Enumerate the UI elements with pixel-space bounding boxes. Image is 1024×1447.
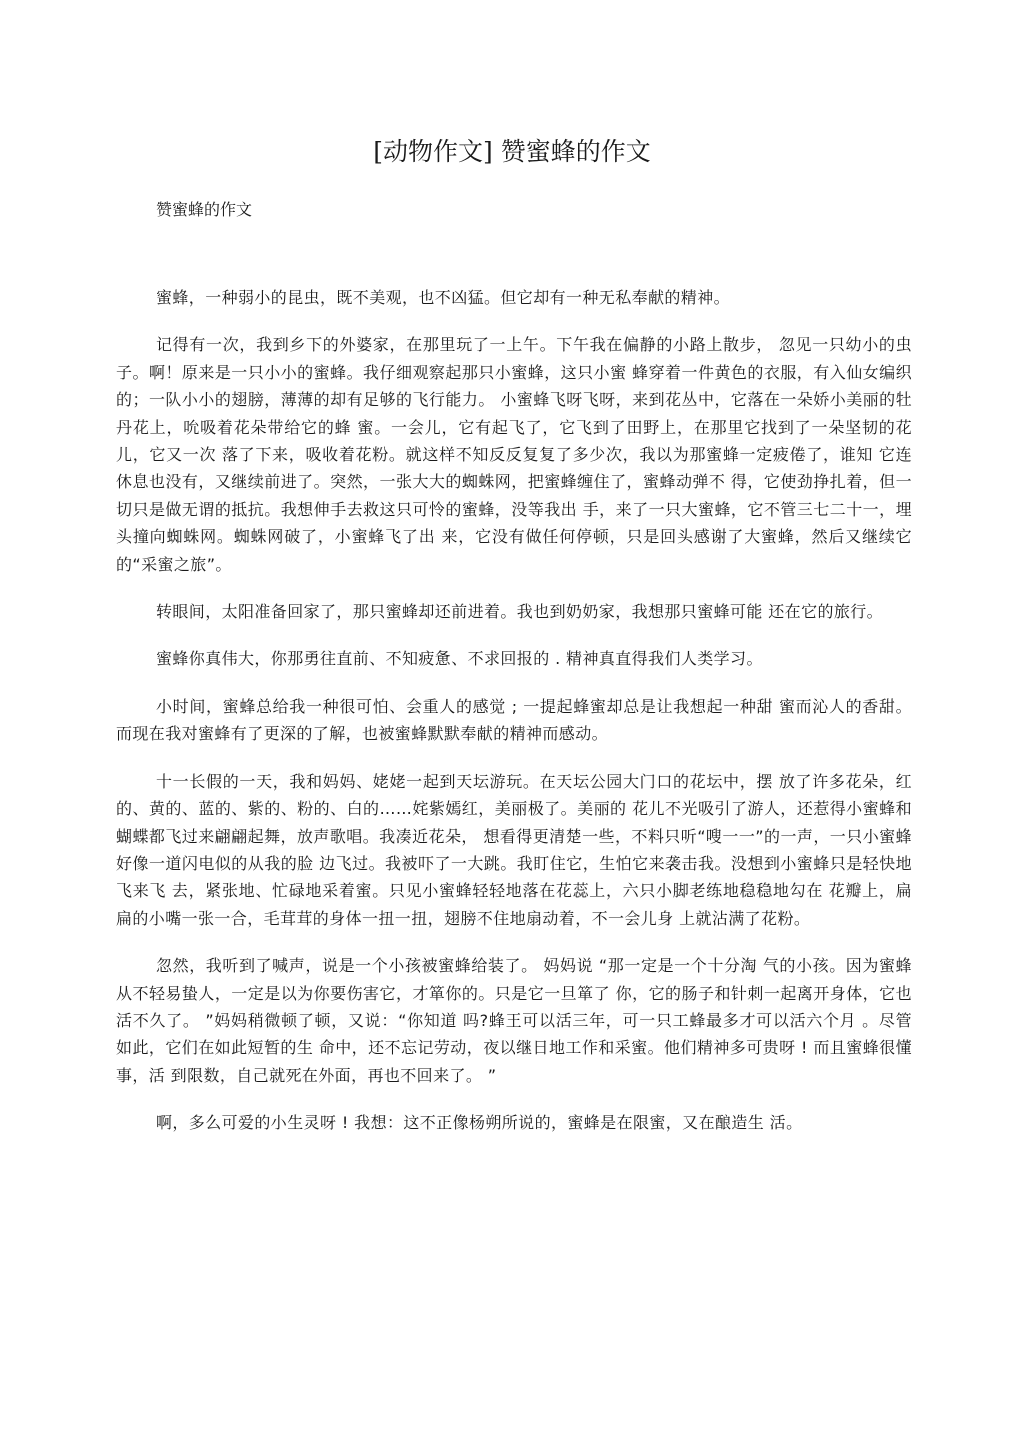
document-title: [动物作文] 赞蜜蜂的作文 <box>373 137 651 166</box>
paragraph-6: 十一长假的一天，我和妈妈、姥姥一起到天坛游玩。在天坛公园大门口的花坛中，摆 放了许多花朵，红的、黄的、蓝的、紫的、粉的、白的……姹紫嫣红，美丽极了。美丽的 花儿不光吸引了游人，还惹得小蜜蜂和蝴蝶都飞过来翩翩起舞，放声歌唱。我凑近花朵， 想看得更清楚一些，不料只听“嗖一一”的一声，一只小蜜蜂好像一道闪电似的从我的脸 边飞过。我被吓了一大跳。我盯住它，生怕它来袭击我。没想到小蜜蜂只是轻快地飞来飞 去，紧张地、忙碌地采着蜜。只见小蜜蜂轻轻地落在花蕊上，六只小脚老练地稳稳地勾在 花瓣上，扁扁的小嘴一张一合，毛茸茸的身体一扭一扭，翅膀不住地扇动着，不一会儿身 上就沾满了花粉。 <box>116 771 912 928</box>
essay-body <box>116 284 912 1157</box>
paragraph-3: 转眼间，太阳准备回家了，那只蜜蜂却还前进着。我也到奶奶家，我想那只蜜蜂可能 还在它的旅行。 <box>156 602 884 622</box>
paragraph-7: 忽然，我听到了喊声，说是一个小孩被蜜蜂给装了。 妈妈说 “那一定是一个十分淘 气的小孩。因为蜜蜂从不轻易蛰人，一定是以为你要伤害它，才箪你的。只是它一旦箪了 你，它的肠子和针刺一起离开身体，它也活不久了。 ”妈妈稍微顿了顿，又说：“你知道 吗?蜂王可以活三年，可一只工蜂最多才可以活六个月 。尽管如此，它们在如此短暂的生 命中，还不忘记劳动，夜以继日地工作和采蜜。他们精神多可贵呀 ! 而且蜜蜂很懂事，活 到限数，自己就死在外面，再也不回来了。 ” <box>116 956 912 1085</box>
paragraph-8: 啊，多么可爱的小生灵呀 ! 我想：这不正像杨朔所说的，蜜蜂是在限蜜，又在酿造生 活。 <box>156 1113 803 1133</box>
paragraph-4: 蜜蜂你真伟大，你那勇往直前、不知疲惫、不求回报的 . 精神真直得我们人类学习。 <box>156 649 763 669</box>
paragraph-2: 记得有一次，我到乡下的外婆家，在那里玩了一上午。下午我在偏静的小路上散步， 忽见一只幼小的虫子。啊！原来是一只小小的蜜蜂。我仔细观察起那只小蜜蜂，这只小蜜 蜂穿着一件黄色的衣服，有入仙女编织的；一队小小的翅膀，薄薄的却有足够的飞行能力。 小蜜蜂飞呀飞呀，来到花丛中，它落在一朵娇小美丽的牡丹花上，吮吸着花朵带给它的蜂 蜜。一会儿，它有起飞了，它飞到了田野上，在那里它找到了一朵坚韧的花儿，它又一次 落了下来，吸收着花粉。就这样不知反反复复了多少次，我以为那蜜蜂一定疲倦了，谁知 它连休息也没有，又继续前进了。突然，一张大大的蜘蛛网，把蜜蜂缠住了，蜜蜂动弹不 得，它使劲挣扎着，但一切只是做无谓的抵抗。我想伸手去救这只可怜的蜜蜂，没等我出 手，来了一只大蜜蜂，它不管三七二十一，埋头撞向蜘蛛网。蜘蛛网破了，小蜜蜂飞了出 来，它没有做任何停顿，只是回头感谢了大蜜蜂，然后又继续它的“采蜜之旅”。 <box>116 335 912 574</box>
paragraph-1: 蜜蜂，一种弱小的昆虫，既不美观，也不凶猛。但它却有一种无私奉献的精神。 <box>156 288 731 307</box>
paragraph-5: 小时间，蜜蜂总给我一种很可怕、会重人的感觉 ; 一提起蜂蜜却总是让我想起一种甜 蜜而沁人的香甜。而现在我对蜜蜂有了更深的了解，也被蜜蜂默默奉献的精神而感动。 <box>116 696 912 744</box>
document-subtitle: 赞蜜蜂的作文 <box>156 200 253 219</box>
